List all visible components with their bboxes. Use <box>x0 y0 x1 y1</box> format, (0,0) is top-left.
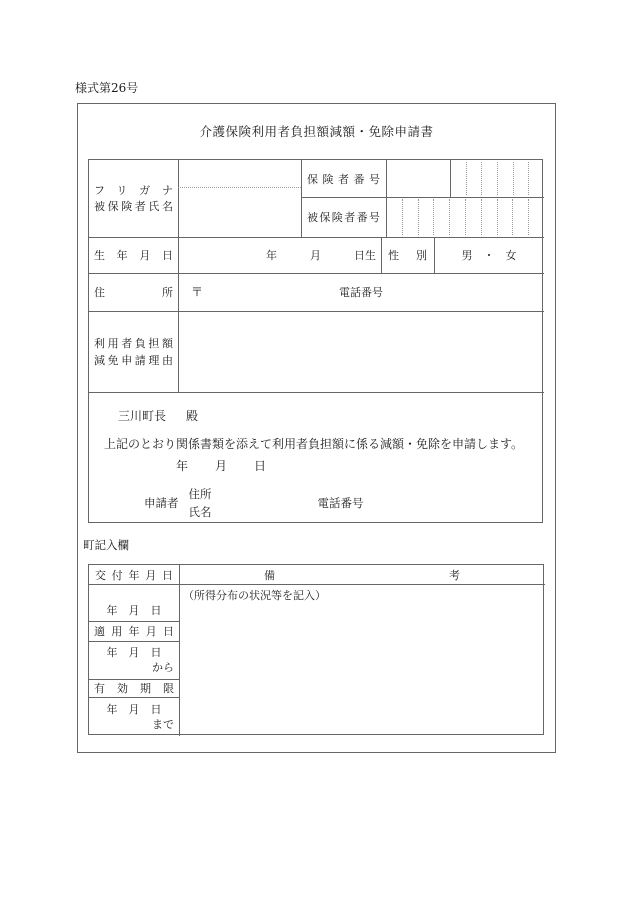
address-label-cell <box>89 273 178 311</box>
digit-cell-divider <box>433 199 434 235</box>
digit-cell-divider <box>528 162 529 195</box>
birthdate-label-cell <box>89 237 178 273</box>
until-suffix: まで <box>152 717 174 731</box>
insured-number-label: 被保険者番号 <box>307 211 380 224</box>
reason-label-line1: 利用者負担額 <box>94 336 173 350</box>
applicant-address-label: 住所 <box>188 487 212 501</box>
address-entry-cell <box>178 273 544 311</box>
digit-cell-divider <box>481 162 482 195</box>
applicant-name-label: 氏名 <box>188 505 212 519</box>
insured-name-label: 被保険者氏名 <box>94 199 173 213</box>
validity-entry-cell <box>89 697 179 736</box>
town-section-label: 町記入欄 <box>83 538 129 552</box>
digit-cell-divider <box>497 199 498 235</box>
insurer-number-label-cell <box>301 160 386 197</box>
addressee-line <box>118 408 198 424</box>
validity-label: 有効期限 <box>94 682 174 695</box>
remarks-note: （所得分布の状況等を記入） <box>183 589 326 602</box>
remarks-cell <box>179 584 545 736</box>
digit-cell-divider <box>481 199 482 235</box>
birthdate-entry-text: 年 月 日生 <box>266 249 376 262</box>
remarks-header-cell <box>179 565 545 584</box>
reason-label-line2: 減免申請理由 <box>94 353 173 367</box>
name-entry-cell <box>178 160 301 237</box>
digit-cell-divider <box>497 162 498 195</box>
birthdate-label: 生年月日 <box>94 249 173 262</box>
digit-cell-divider <box>512 199 513 235</box>
digit-cell-divider <box>466 162 467 195</box>
birthdate-entry-cell <box>178 237 381 273</box>
issue-date-entry-cell <box>89 584 179 621</box>
form-number-label: 様式第26号 <box>75 81 139 95</box>
reason-label-cell <box>89 311 178 392</box>
honorific: 殿 <box>186 409 199 423</box>
apply-date-label-cell <box>89 621 179 641</box>
apply-date-entry-cell <box>89 641 179 679</box>
sex-label: 性別 <box>388 249 427 262</box>
application-date-line: 年 月 日 <box>176 459 268 473</box>
validity-date-entry: 年 月 日 <box>106 702 162 716</box>
insurer-number-digit-cells <box>450 160 544 197</box>
from-suffix: から <box>152 661 174 674</box>
applicant-phone-label: 電話番号 <box>317 496 364 510</box>
insurer-number-blank-cell <box>386 160 450 197</box>
validity-label-cell <box>89 679 179 697</box>
digit-cell-divider <box>449 199 450 235</box>
digit-cell-divider <box>465 199 466 235</box>
remarks-header: 備考 <box>264 568 460 582</box>
phone-label: 電話番号 <box>339 286 383 299</box>
digit-cell-divider <box>418 199 419 235</box>
applicant-address-name <box>189 485 212 521</box>
addressee: 三川町長 <box>118 409 167 423</box>
postal-mark: 〒 <box>191 285 204 299</box>
applicant-block <box>144 485 364 521</box>
main-table <box>88 159 543 523</box>
apply-date-label: 適用年月日 <box>94 625 174 638</box>
furigana-name-label-cell <box>89 160 178 237</box>
issue-date-header-cell <box>89 565 179 584</box>
reason-entry-cell <box>178 311 544 392</box>
issue-date-label: 交付年月日 <box>95 568 173 582</box>
application-section <box>89 392 544 524</box>
insured-number-digit-cells <box>386 197 544 237</box>
insured-number-label-cell <box>301 197 386 237</box>
furigana-label: フリガナ <box>94 183 173 197</box>
sex-label-cell <box>381 237 434 273</box>
insurer-number-label: 保険者番号 <box>307 172 380 186</box>
apply-date-entry: 年 月 日 <box>106 646 162 659</box>
sex-options: 男 ・ 女 <box>461 249 517 262</box>
sex-options-cell <box>434 237 544 273</box>
issue-date-entry: 年 月 日 <box>106 604 162 617</box>
form-title: 介護保険利用者負担額減額・免除申請書 <box>199 124 434 139</box>
town-table <box>88 564 544 735</box>
application-statement: 上記のとおり関係書類を添えて利用者負担額に係る減額・免除を申請します。 <box>104 437 524 451</box>
digit-cell-divider <box>528 199 529 235</box>
digit-cell-divider <box>513 162 514 195</box>
address-label: 住所 <box>94 286 173 299</box>
digit-cell-divider <box>402 199 403 235</box>
applicant-label: 申請者 <box>144 496 179 510</box>
